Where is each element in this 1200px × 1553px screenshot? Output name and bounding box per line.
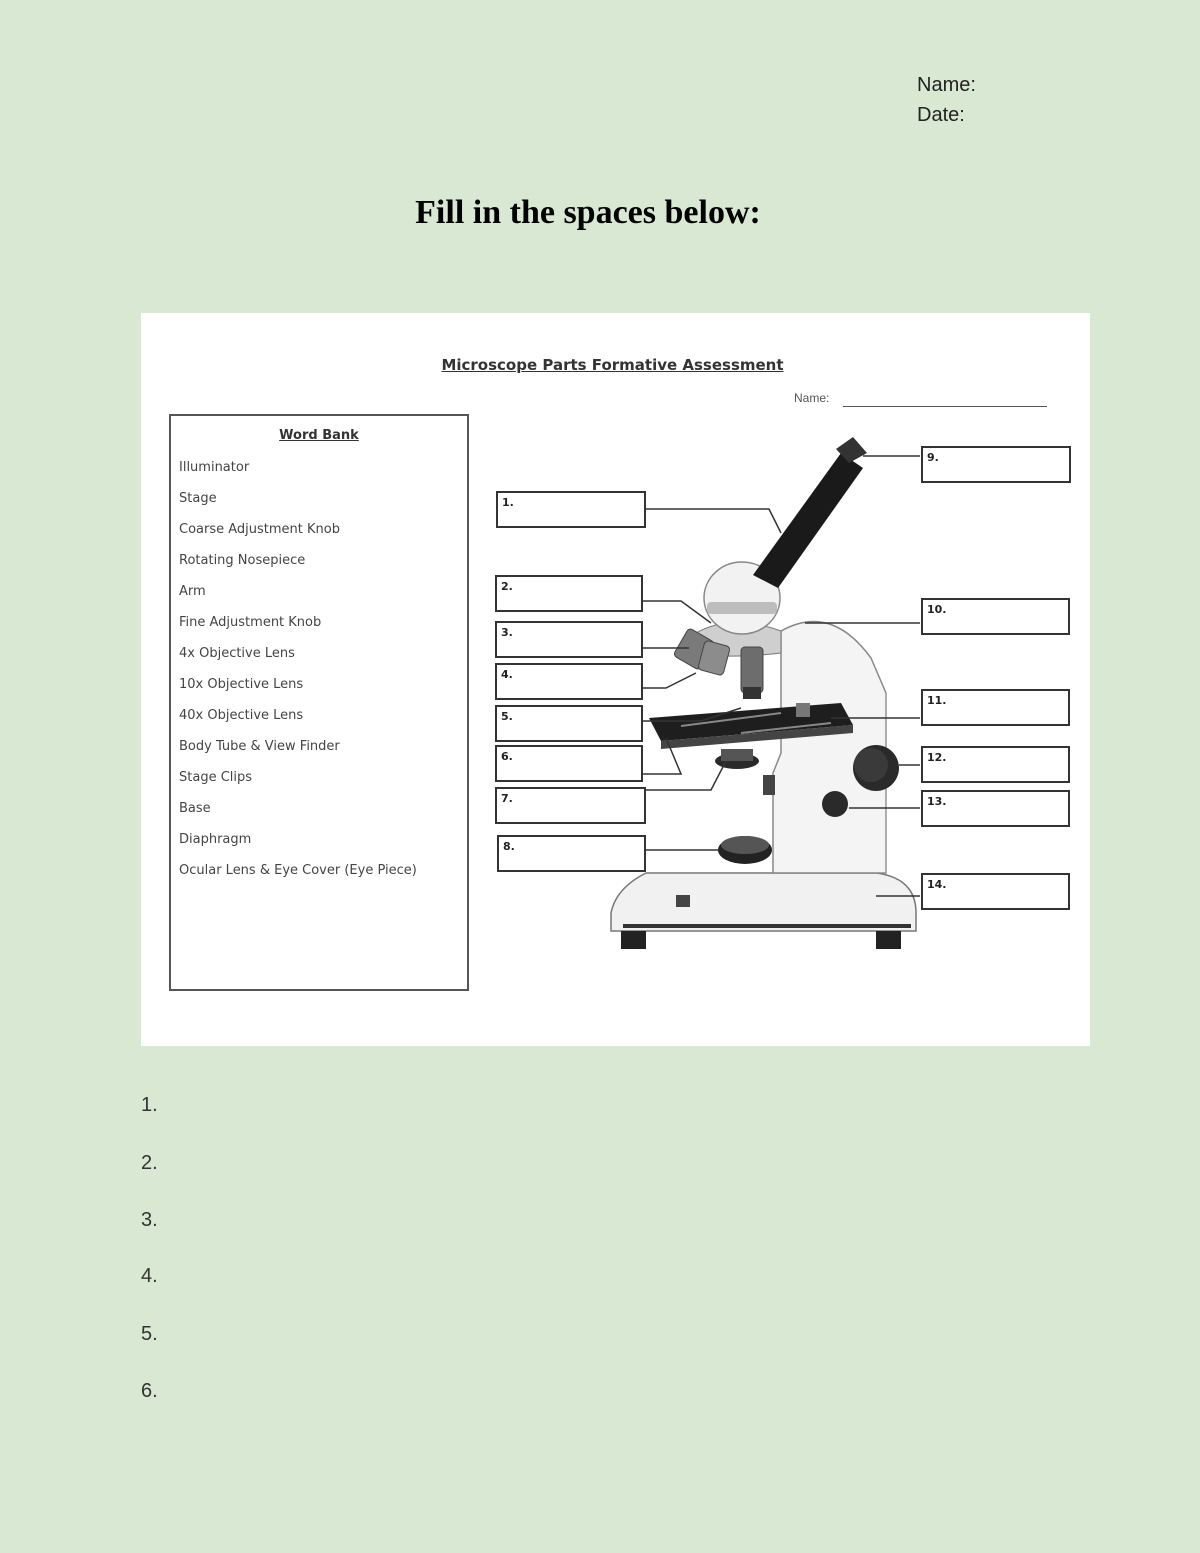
word-bank-item: Arm [179, 584, 206, 599]
word-bank-item: Fine Adjustment Knob [179, 615, 322, 630]
word-bank-title: Word Bank [279, 428, 359, 443]
word-bank-item: Stage Clips [179, 770, 253, 785]
word-bank-item: Coarse Adjustment Knob [179, 522, 340, 537]
word-bank-item: Ocular Lens & Eye Cover (Eye Piece) [179, 863, 417, 878]
label-box-6: 6. [495, 745, 643, 782]
header-fields [917, 70, 976, 130]
label-box-3: 3. [495, 621, 643, 658]
page-title: Fill in the spaces below: [415, 194, 761, 231]
answer-line-4[interactable]: 4. [141, 1265, 158, 1287]
label-box-7: 7. [495, 787, 646, 824]
answer-line-3[interactable]: 3. [141, 1209, 158, 1231]
label-box-11: 11. [921, 689, 1070, 726]
label-box-5: 5. [495, 705, 643, 742]
answer-line-5[interactable]: 5. [141, 1323, 158, 1345]
label-box-4: 4. [495, 663, 643, 700]
word-bank-item: Diaphragm [179, 832, 252, 847]
label-box-9: 9. [921, 446, 1071, 483]
answer-line-1[interactable]: 1. [141, 1094, 158, 1116]
label-box-12: 12. [921, 746, 1070, 783]
word-bank-item: Illuminator [179, 460, 250, 475]
word-bank-item: 40x Objective Lens [179, 708, 304, 723]
label-box-8: 8. [497, 835, 646, 872]
word-bank-item: 4x Objective Lens [179, 646, 295, 661]
label-box-14: 14. [921, 873, 1070, 910]
answer-line-2[interactable]: 2. [141, 1152, 158, 1174]
word-bank-item: 10x Objective Lens [179, 677, 304, 692]
label-box-10: 10. [921, 598, 1070, 635]
answer-line-6[interactable]: 6. [141, 1380, 158, 1402]
word-bank-item: Body Tube & View Finder [179, 739, 340, 754]
label-box-1: 1. [496, 491, 646, 528]
worksheet-name-label: Name: [794, 391, 830, 405]
word-bank-item: Rotating Nosepiece [179, 553, 306, 568]
worksheet-title: Microscope Parts Formative Assessment [441, 356, 784, 374]
microscope-worksheet-image [141, 313, 1090, 1046]
word-bank-item: Base [179, 801, 211, 816]
word-bank-item: Stage [179, 491, 217, 506]
name-label: Name: [917, 74, 976, 96]
label-box-2: 2. [495, 575, 643, 612]
date-label: Date: [917, 104, 965, 126]
label-box-13: 13. [921, 790, 1070, 827]
